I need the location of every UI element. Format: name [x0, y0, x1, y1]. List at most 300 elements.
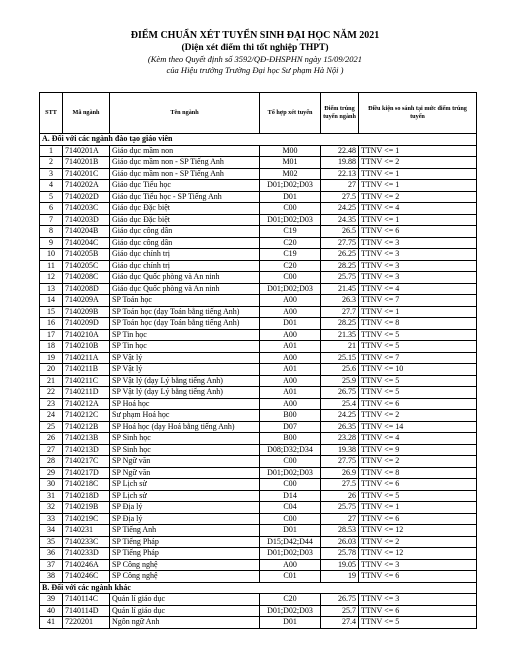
table-row	[40, 433, 477, 445]
row-code: 7140205B	[63, 249, 110, 261]
table-row	[40, 168, 477, 180]
row-stt: 37	[40, 559, 63, 571]
row-combo: A01	[260, 387, 321, 399]
row-score: 27	[321, 180, 359, 192]
row-name: Ngôn ngữ Anh	[110, 617, 260, 629]
row-combo: A00	[260, 306, 321, 318]
table-row	[40, 375, 477, 387]
row-score: 25.15	[321, 352, 359, 364]
row-code: 7140114C	[63, 594, 110, 606]
row-name: SP Địa lý	[110, 513, 260, 525]
row-code: 7140218C	[63, 479, 110, 491]
row-combo: D01;D02;D03	[260, 605, 321, 617]
row-condition: TTNV <= 5	[359, 329, 477, 341]
row-score: 25.75	[321, 272, 359, 284]
row-stt: 1	[40, 145, 63, 157]
row-name: SP Lịch sử	[110, 490, 260, 502]
table-row	[40, 249, 477, 261]
row-code: 7140233C	[63, 536, 110, 548]
row-name: SP Sinh học	[110, 444, 260, 456]
row-combo: C00	[260, 479, 321, 491]
row-combo: C19	[260, 249, 321, 261]
row-code: 7140211A	[63, 352, 110, 364]
document-header	[0, 30, 510, 76]
row-code: 7220201	[63, 617, 110, 629]
row-code: 7140218D	[63, 490, 110, 502]
document-subtitle: (Diện xét điểm thi tốt nghiệp THPT)	[181, 43, 329, 53]
row-code: 7140219B	[63, 502, 110, 514]
table-row	[40, 341, 477, 353]
row-condition: TTNV <= 1	[359, 145, 477, 157]
row-condition: TTNV <= 1	[359, 502, 477, 514]
row-combo: C00	[260, 272, 321, 284]
row-name: SP Sinh học	[110, 433, 260, 445]
row-name: SP Vật lý (dạy Lý bằng tiếng Anh)	[110, 375, 260, 387]
row-condition: TTNV <= 3	[359, 272, 477, 284]
row-code: 7140204B	[63, 226, 110, 238]
table-header-row	[40, 93, 477, 134]
row-stt: 32	[40, 502, 63, 514]
decision-note-line-1: (Kèm theo Quyết định số 3592/QĐ-ĐHSPHN ngày 15/09/2021	[147, 54, 363, 64]
row-code: 7140203C	[63, 203, 110, 215]
row-combo: A00	[260, 295, 321, 307]
row-combo: A01	[260, 341, 321, 353]
row-code: 7140201B	[63, 157, 110, 169]
row-condition: TTNV <= 4	[359, 433, 477, 445]
row-code: 7140205C	[63, 260, 110, 272]
row-code: 7140233D	[63, 548, 110, 560]
row-name: Giáo dục công dân	[110, 237, 260, 249]
table-row	[40, 272, 477, 284]
row-code: 7140212C	[63, 410, 110, 422]
row-condition: TTNV <= 1	[359, 214, 477, 226]
row-condition: TTNV <= 4	[359, 203, 477, 215]
row-stt: 25	[40, 421, 63, 433]
row-condition: TTNV <= 2	[359, 410, 477, 422]
table-row	[40, 295, 477, 307]
table-row	[40, 364, 477, 376]
row-condition: TTNV <= 1	[359, 180, 477, 192]
row-name: Giáo dục Đặc biệt	[110, 203, 260, 215]
row-code: 7140246A	[63, 559, 110, 571]
row-code: 7140208C	[63, 272, 110, 284]
row-stt: 8	[40, 226, 63, 238]
row-condition: TTNV <= 3	[359, 559, 477, 571]
header-score: Điểm trúng tuyển ngành	[321, 93, 359, 134]
row-combo: D01	[260, 525, 321, 537]
row-stt: 12	[40, 272, 63, 284]
row-name: Giáo dục mầm non	[110, 145, 260, 157]
row-name: SP Toán học (dạy Toán bằng tiếng Anh)	[110, 306, 260, 318]
table-row	[40, 410, 477, 422]
header-stt: STT	[40, 93, 63, 134]
row-score: 27	[321, 513, 359, 525]
table-row	[40, 617, 477, 629]
decision-note-line-2: của Hiệu trưởng Trường Đại học Sư phạm Hà Nội )	[166, 65, 344, 75]
row-score: 26.5	[321, 226, 359, 238]
row-combo: C20	[260, 237, 321, 249]
row-name: SP Ngữ văn	[110, 467, 260, 479]
row-stt: 23	[40, 398, 63, 410]
row-name: SP Công nghệ	[110, 559, 260, 571]
row-combo: D14	[260, 490, 321, 502]
table-row	[40, 594, 477, 606]
row-name: Giáo dục Quốc phòng và An ninh	[110, 283, 260, 295]
row-combo: C01	[260, 571, 321, 583]
row-score: 22.48	[321, 145, 359, 157]
row-combo: D01	[260, 318, 321, 330]
table-row	[40, 513, 477, 525]
row-score: 25.4	[321, 398, 359, 410]
table-row	[40, 421, 477, 433]
row-stt: 3	[40, 168, 63, 180]
row-condition: TTNV <= 7	[359, 352, 477, 364]
row-code: 7140217D	[63, 467, 110, 479]
row-stt: 19	[40, 352, 63, 364]
table-row	[40, 479, 477, 491]
row-name: Giáo dục chính trị	[110, 260, 260, 272]
row-code: 7140202A	[63, 180, 110, 192]
table-row	[40, 306, 477, 318]
row-condition: TTNV <= 1	[359, 168, 477, 180]
row-stt: 22	[40, 387, 63, 399]
row-score: 21.35	[321, 329, 359, 341]
row-combo: A00	[260, 398, 321, 410]
section-a-row	[40, 134, 477, 146]
table-row	[40, 525, 477, 537]
row-combo: C00	[260, 203, 321, 215]
row-combo: C20	[260, 594, 321, 606]
row-combo: D07	[260, 421, 321, 433]
row-code: 7140209D	[63, 318, 110, 330]
row-name: Giáo dục mầm non - SP Tiếng Anh	[110, 157, 260, 169]
row-score: 27.5	[321, 191, 359, 203]
row-condition: TTNV <= 2	[359, 456, 477, 468]
row-code: 7140202D	[63, 191, 110, 203]
row-stt: 4	[40, 180, 63, 192]
row-stt: 16	[40, 318, 63, 330]
row-name: SP Ngữ văn	[110, 456, 260, 468]
row-condition: TTNV <= 12	[359, 548, 477, 560]
row-condition: TTNV <= 6	[359, 398, 477, 410]
table-row	[40, 237, 477, 249]
row-stt: 15	[40, 306, 63, 318]
row-combo: C19	[260, 226, 321, 238]
row-score: 25.7	[321, 605, 359, 617]
row-code: 7140213B	[63, 433, 110, 445]
row-score: 22.13	[321, 168, 359, 180]
row-code: 7140209B	[63, 306, 110, 318]
row-condition: TTNV <= 5	[359, 375, 477, 387]
row-condition: TTNV <= 14	[359, 421, 477, 433]
row-name: SP Tiếng Pháp	[110, 536, 260, 548]
table-row	[40, 467, 477, 479]
row-code: 7140213D	[63, 444, 110, 456]
row-stt: 40	[40, 605, 63, 617]
row-name: SP Tiếng Pháp	[110, 548, 260, 560]
row-stt: 13	[40, 283, 63, 295]
table-row	[40, 571, 477, 583]
row-stt: 29	[40, 467, 63, 479]
row-name: SP Tin học	[110, 341, 260, 353]
table-row	[40, 329, 477, 341]
row-score: 27.5	[321, 479, 359, 491]
row-code: 7140203D	[63, 214, 110, 226]
row-combo: D01;D02;D03	[260, 283, 321, 295]
row-combo: A00	[260, 375, 321, 387]
row-score: 25.9	[321, 375, 359, 387]
row-combo: D01;D02;D03	[260, 548, 321, 560]
row-code: 7140217C	[63, 456, 110, 468]
row-name: SP Công nghệ	[110, 571, 260, 583]
table-row	[40, 387, 477, 399]
table-row	[40, 318, 477, 330]
row-score: 27.75	[321, 456, 359, 468]
row-code: 7140210A	[63, 329, 110, 341]
row-code: 7140219C	[63, 513, 110, 525]
row-code: 7140114D	[63, 605, 110, 617]
row-combo: B00	[260, 410, 321, 422]
row-score: 28.25	[321, 260, 359, 272]
table-row	[40, 605, 477, 617]
row-condition: TTNV <= 1	[359, 306, 477, 318]
row-score: 28.53	[321, 525, 359, 537]
row-stt: 39	[40, 594, 63, 606]
row-score: 25.75	[321, 502, 359, 514]
row-score: 24.25	[321, 203, 359, 215]
table-row	[40, 157, 477, 169]
table-row	[40, 214, 477, 226]
row-score: 26.35	[321, 421, 359, 433]
row-condition: TTNV <= 9	[359, 444, 477, 456]
row-score: 26.03	[321, 536, 359, 548]
document-title: ĐIỂM CHUẨN XÉT TUYỂN SINH ĐẠI HỌC NĂM 2021	[130, 30, 380, 41]
row-stt: 21	[40, 375, 63, 387]
row-stt: 9	[40, 237, 63, 249]
row-condition: TTNV <= 3	[359, 594, 477, 606]
row-code: 7140201C	[63, 168, 110, 180]
row-name: Giáo dục Quốc phòng và An ninh	[110, 272, 260, 284]
row-code: 7140211D	[63, 387, 110, 399]
table-row	[40, 502, 477, 514]
row-stt: 5	[40, 191, 63, 203]
row-name: Giáo dục Tiểu học	[110, 180, 260, 192]
row-score: 25.6	[321, 364, 359, 376]
row-name: SP Tiếng Anh	[110, 525, 260, 537]
row-code: 7140204C	[63, 237, 110, 249]
row-condition: TTNV <= 5	[359, 490, 477, 502]
row-combo: A01	[260, 364, 321, 376]
table-body	[40, 134, 477, 629]
row-stt: 33	[40, 513, 63, 525]
row-combo: C04	[260, 502, 321, 514]
row-condition: TTNV <= 8	[359, 467, 477, 479]
row-combo: D01	[260, 617, 321, 629]
row-combo: D01;D02;D03	[260, 214, 321, 226]
row-name: SP Toán học (dạy Toán bằng tiếng Anh)	[110, 318, 260, 330]
row-name: SP Địa lý	[110, 502, 260, 514]
row-score: 21.45	[321, 283, 359, 295]
row-name: SP Lịch sử	[110, 479, 260, 491]
row-combo: D01	[260, 191, 321, 203]
table-row	[40, 191, 477, 203]
row-name: Giáo dục Tiểu học - SP Tiếng Anh	[110, 191, 260, 203]
row-stt: 27	[40, 444, 63, 456]
row-combo: A00	[260, 329, 321, 341]
header-condition: Điều kiện so sánh tại mức điểm trúng tuyển	[359, 93, 477, 134]
row-condition: TTNV <= 3	[359, 260, 477, 272]
row-stt: 24	[40, 410, 63, 422]
table-row	[40, 283, 477, 295]
row-score: 24.25	[321, 410, 359, 422]
table-row	[40, 559, 477, 571]
row-name: SP Hoá học (dạy Hoá bằng tiếng Anh)	[110, 421, 260, 433]
row-score: 26.25	[321, 249, 359, 261]
table-row	[40, 145, 477, 157]
row-score: 21	[321, 341, 359, 353]
row-stt: 30	[40, 479, 63, 491]
row-combo: A00	[260, 559, 321, 571]
row-condition: TTNV <= 3	[359, 249, 477, 261]
row-stt: 11	[40, 260, 63, 272]
row-stt: 38	[40, 571, 63, 583]
row-score: 19.88	[321, 157, 359, 169]
row-stt: 14	[40, 295, 63, 307]
row-score: 19	[321, 571, 359, 583]
row-stt: 36	[40, 548, 63, 560]
row-combo: D01;D02;D03	[260, 180, 321, 192]
row-stt: 17	[40, 329, 63, 341]
table-row	[40, 536, 477, 548]
row-condition: TTNV <= 10	[359, 364, 477, 376]
row-name: SP Vật lý	[110, 364, 260, 376]
row-stt: 7	[40, 214, 63, 226]
section-b-row	[40, 582, 477, 594]
row-condition: TTNV <= 6	[359, 571, 477, 583]
row-code: 7140211C	[63, 375, 110, 387]
table-row	[40, 398, 477, 410]
row-code: 7140246C	[63, 571, 110, 583]
row-stt: 41	[40, 617, 63, 629]
row-stt: 34	[40, 525, 63, 537]
row-code: 7140231	[63, 525, 110, 537]
row-combo: M02	[260, 168, 321, 180]
row-name: Quản lí giáo dục	[110, 594, 260, 606]
row-code: 7140208D	[63, 283, 110, 295]
header-combo: Tổ hợp xét tuyển	[260, 93, 321, 134]
row-score: 27.7	[321, 306, 359, 318]
row-score: 25.78	[321, 548, 359, 560]
table-row	[40, 444, 477, 456]
row-combo: C20	[260, 260, 321, 272]
table-row	[40, 352, 477, 364]
row-condition: TTNV <= 6	[359, 479, 477, 491]
row-name: Sư phạm Hoá học	[110, 410, 260, 422]
row-score: 27.75	[321, 237, 359, 249]
table-row	[40, 548, 477, 560]
row-code: 7140209A	[63, 295, 110, 307]
row-combo: M01	[260, 157, 321, 169]
row-name: Giáo dục mầm non - SP Tiếng Anh	[110, 168, 260, 180]
row-stt: 18	[40, 341, 63, 353]
row-stt: 6	[40, 203, 63, 215]
row-stt: 35	[40, 536, 63, 548]
row-condition: TTNV <= 6	[359, 513, 477, 525]
row-score: 24.35	[321, 214, 359, 226]
row-code: 7140212B	[63, 421, 110, 433]
row-code: 7140211B	[63, 364, 110, 376]
row-score: 19.05	[321, 559, 359, 571]
row-name: SP Tin học	[110, 329, 260, 341]
row-combo: B00	[260, 433, 321, 445]
row-score: 19.38	[321, 444, 359, 456]
row-code: 7140212A	[63, 398, 110, 410]
row-score: 26.9	[321, 467, 359, 479]
row-condition: TTNV <= 5	[359, 341, 477, 353]
row-score: 26	[321, 490, 359, 502]
row-code: 7140201A	[63, 145, 110, 157]
row-condition: TTNV <= 5	[359, 617, 477, 629]
row-name: Quản lí giáo dục	[110, 605, 260, 617]
row-condition: TTNV <= 2	[359, 191, 477, 203]
row-score: 28.25	[321, 318, 359, 330]
row-score: 26.75	[321, 387, 359, 399]
header-code: Mã ngành	[63, 93, 110, 134]
row-stt: 2	[40, 157, 63, 169]
row-combo: C00	[260, 513, 321, 525]
row-name: SP Vật lý (dạy Lý bằng tiếng Anh)	[110, 387, 260, 399]
row-condition: TTNV <= 6	[359, 226, 477, 238]
section-b-row-label: B. Đối với các ngành khác	[40, 582, 477, 594]
row-combo: D08;D32;D34	[260, 444, 321, 456]
row-stt: 28	[40, 456, 63, 468]
table-row	[40, 490, 477, 502]
row-condition: TTNV <= 5	[359, 387, 477, 399]
row-condition: TTNV <= 2	[359, 536, 477, 548]
row-combo: C00	[260, 456, 321, 468]
row-name: SP Vật lý	[110, 352, 260, 364]
row-score: 27.4	[321, 617, 359, 629]
row-name: Giáo dục chính trị	[110, 249, 260, 261]
row-stt: 31	[40, 490, 63, 502]
row-combo: D15;D42;D44	[260, 536, 321, 548]
row-score: 23.28	[321, 433, 359, 445]
row-name: SP Toán học	[110, 295, 260, 307]
row-stt: 20	[40, 364, 63, 376]
row-condition: TTNV <= 4	[359, 283, 477, 295]
row-condition: TTNV <= 8	[359, 318, 477, 330]
section-a-row-label: A. Đối với các ngành đào tạo giáo viên	[40, 134, 477, 146]
row-name: SP Hoá học	[110, 398, 260, 410]
row-score: 26.3	[321, 295, 359, 307]
admission-scores-table	[39, 92, 477, 629]
table-row	[40, 226, 477, 238]
table-row	[40, 456, 477, 468]
row-name: Giáo dục Đặc biệt	[110, 214, 260, 226]
table-row	[40, 203, 477, 215]
row-stt: 26	[40, 433, 63, 445]
row-code: 7140210B	[63, 341, 110, 353]
row-condition: TTNV <= 6	[359, 605, 477, 617]
table-row	[40, 180, 477, 192]
row-condition: TTNV <= 2	[359, 157, 477, 169]
row-condition: TTNV <= 12	[359, 525, 477, 537]
row-combo: A00	[260, 352, 321, 364]
row-stt: 10	[40, 249, 63, 261]
row-name: Giáo dục công dân	[110, 226, 260, 238]
row-condition: TTNV <= 7	[359, 295, 477, 307]
table-row	[40, 260, 477, 272]
